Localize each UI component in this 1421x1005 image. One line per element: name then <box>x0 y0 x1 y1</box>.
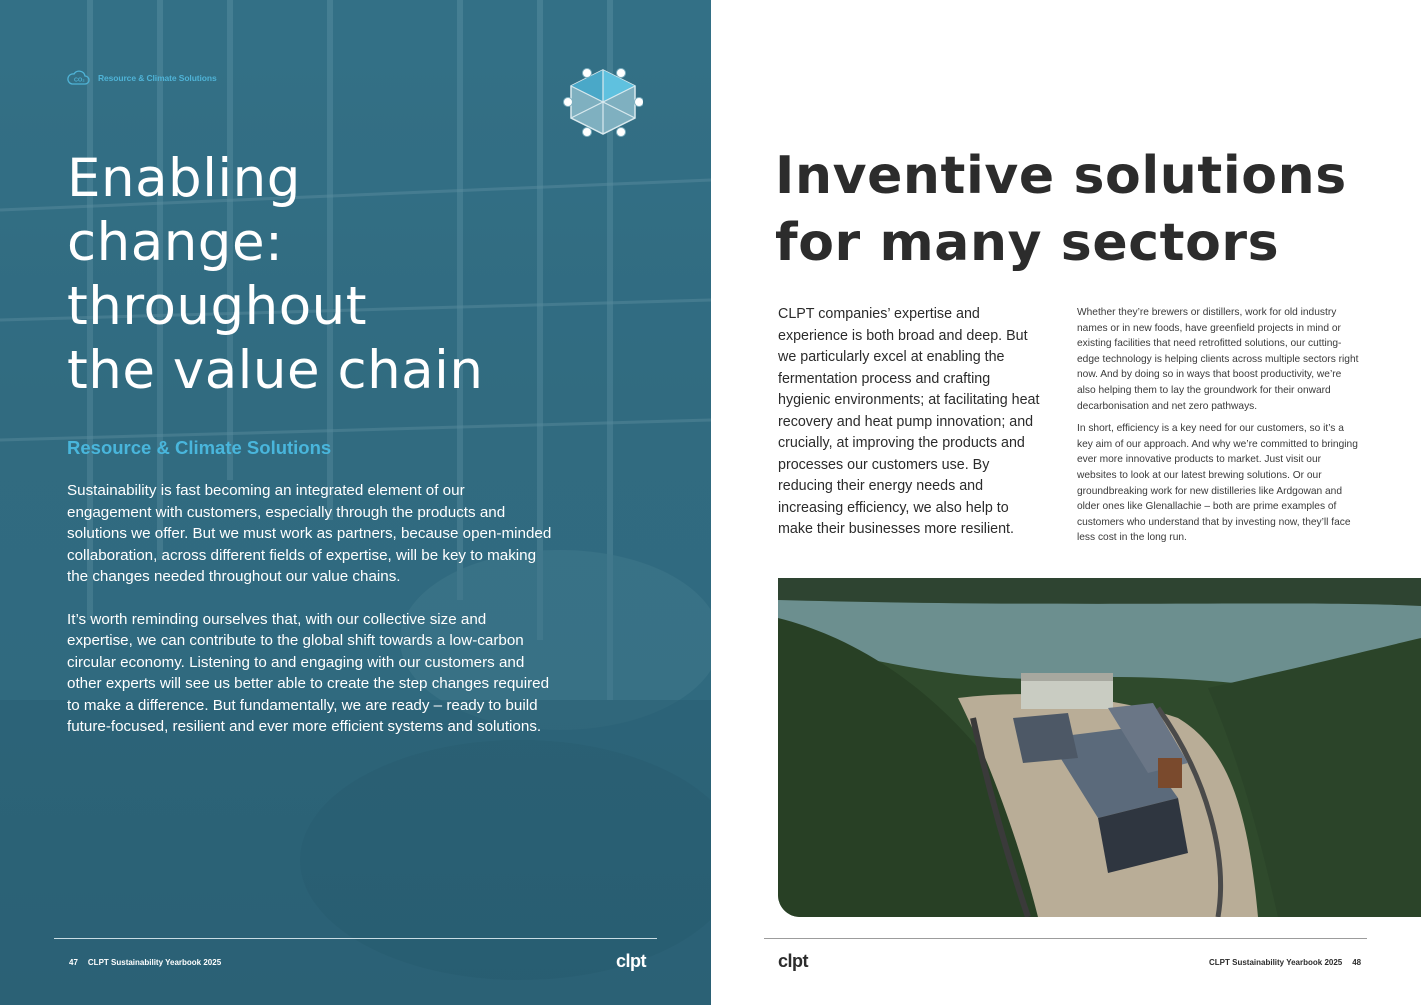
value-chain-hexagon-icon <box>563 66 643 138</box>
right-page <box>711 0 1421 1005</box>
co2-cloud-icon <box>66 69 90 86</box>
publication-title: CLPT Sustainability Yearbook 2025 <box>87 958 222 967</box>
distillery-aerial-photo <box>778 578 1421 917</box>
intro-paragraph: CLPT companies’ expertise and experience is both broad and deep. But we particularly excel at enabling the fermentation process and crafting hygienic environments; at facilitating heat recovery and heat pump innovation; and crucially, at improving the products and processes our customers use. By reducing their energy needs and increasing efficiency, we also help to make their businesses more resilient. <box>778 306 1040 537</box>
footer-divider <box>54 938 657 939</box>
section-tag-label: Resource & Climate Solutions <box>98 72 217 83</box>
section-subheading: Resource & Climate Solutions <box>67 437 332 458</box>
clpt-logo: clpt <box>616 951 647 971</box>
page-number: 48 <box>1352 958 1362 967</box>
body-paragraph: Sustainability is fast becoming an integrated element of our engagement with customers, especially through the products and solutions we offer. But we must work as partners, because open-minded collaboration, across different fields of expertise, will be key to making the changes needed throughout our value chains. <box>67 482 552 585</box>
page-headline <box>67 147 627 403</box>
detail-paragraph: Whether they’re brewers or distillers, work for old industry names or in new foods, have greenfield projects in mind or existing facilities that need retrofitted solutions, our cutting-edge technology is helping clients across multiple sectors right now. And by doing so in ways that boost productivity, we’re also helping them to lay the groundwork for their onward decarbonisation and net zero pathways. <box>1077 307 1359 412</box>
detail-column <box>1077 305 1359 553</box>
section-tag <box>66 69 217 86</box>
headline-line: change: <box>67 212 284 273</box>
left-body-text <box>67 480 552 759</box>
title-line: Inventive solutions <box>775 146 1347 206</box>
intro-column <box>778 304 1046 541</box>
svg-text:CO₂: CO₂ <box>74 77 85 84</box>
publication-title: CLPT Sustainability Yearbook 2025 <box>1209 958 1343 967</box>
headline-line: throughout <box>67 276 368 337</box>
headline-line: the value chain <box>67 340 484 401</box>
detail-paragraph: In short, efficiency is a key need for our customers, so it’s a key aim of our approach. And why we’re committed to bringing ever more innovative products to market. Just visit our websites to look at our latest brewing solutions. Or our groundbreaking work for new distilleries like Ardgowan and older ones like Glenallachie – both are prime examples of customers who understand that by investing now, they’ll face less cost in the long run. <box>1077 423 1358 544</box>
headline-line: Enabling <box>67 148 301 209</box>
clpt-logo: clpt <box>778 951 809 971</box>
page-title <box>775 143 1375 277</box>
page-number: 47 <box>69 958 78 967</box>
body-paragraph: It’s worth reminding ourselves that, with our collective size and expertise, we can contribute to the global shift towards a low-carbon circular economy. Listening to and engaging with our customers and other experts will see us better able to create the step changes required to make a difference. But fundamentally, we are ready – ready to build future-focused, resilient and ever more efficient systems and solutions. <box>67 610 550 735</box>
left-footer <box>69 958 221 967</box>
title-line: for many sectors <box>775 213 1280 273</box>
footer-divider <box>764 938 1367 939</box>
right-footer <box>1209 958 1361 967</box>
aerial-landscape-image <box>778 578 1421 917</box>
